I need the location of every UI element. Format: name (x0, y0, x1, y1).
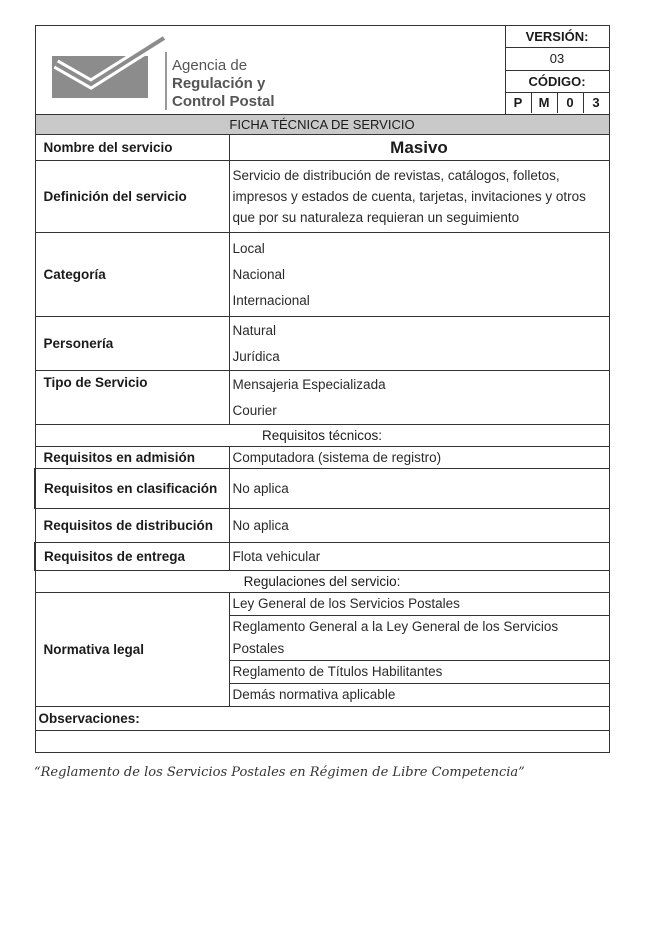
code-char: P (513, 95, 523, 111)
code-char: 0 (557, 93, 583, 113)
category-internacional: Internacional (232, 292, 310, 308)
distribution-label: Requisitos de distribución (35, 509, 229, 543)
normativa-label: Normativa legal (35, 593, 229, 707)
sheet-title: FICHA TÉCNICA DE SERVICIO (35, 115, 609, 135)
agency-logo-cell (35, 26, 505, 115)
personeria-label: Personería (35, 317, 229, 371)
normativa-item: Ley General de los Servicios Postales (232, 596, 460, 611)
normativa-item: Reglamento General a la Ley General de los Servicios Postales (230, 615, 609, 660)
distribution-value: No aplica (229, 509, 609, 543)
normativa-values (229, 593, 609, 707)
delivery-label: Requisitos de entrega (35, 543, 229, 571)
footer-quote: “Reglamento de los Servicios Postales en Régimen de Libre Competencia” (34, 765, 525, 780)
admission-label: Requisitos en admisión (35, 447, 229, 469)
code-label: CÓDIGO: (505, 70, 609, 92)
definition-value: Servicio de distribución de revistas, catálogos, folletos, impresos y estados de cuenta, tarjetas, invitaciones y otros que por su naturaleza requieran un seguimiento (229, 161, 609, 233)
admission-value: Computadora (sistema de registro) (229, 447, 609, 469)
definition-label: Definición del servicio (35, 161, 229, 233)
service-type-mensajeria: Mensajeria Especializada (232, 376, 386, 392)
personeria-juridica: Jurídica (232, 348, 280, 364)
category-local: Local (232, 240, 265, 256)
service-type-label: Tipo de Servicio (35, 371, 229, 425)
agency-name-line2: Regulación y (171, 75, 265, 92)
code-char: M (531, 93, 557, 113)
code-value (505, 92, 609, 114)
delivery-value: Flota vehicular (229, 543, 609, 571)
regulations-section-title: Regulaciones del servicio: (35, 571, 609, 593)
service-name-value: Masivo (229, 135, 609, 161)
service-type-courier: Courier (232, 402, 277, 418)
category-label: Categoría (35, 233, 229, 317)
service-type-values (229, 371, 609, 425)
normativa-item: Demás normativa aplicable (230, 683, 609, 706)
category-values (229, 233, 609, 317)
personeria-values (229, 317, 609, 371)
agency-name-line3: Control Postal (171, 93, 275, 110)
observations-label: Observaciones: (35, 707, 609, 731)
agency-logo (36, 26, 496, 112)
version-value: 03 (505, 48, 609, 70)
tech-section-title: Requisitos técnicos: (35, 425, 609, 447)
observations-value (35, 731, 609, 753)
agency-name-line1: Agencia de (171, 57, 247, 74)
version-label: VERSIÓN: (505, 26, 609, 48)
service-name-label: Nombre del servicio (35, 135, 229, 161)
code-char: 3 (583, 93, 609, 113)
category-nacional: Nacional (232, 266, 286, 282)
personeria-natural: Natural (232, 322, 277, 338)
classification-value: No aplica (229, 469, 609, 509)
checkmark-icon (52, 38, 164, 98)
normativa-item: Reglamento de Títulos Habilitantes (230, 660, 609, 683)
service-sheet (34, 25, 608, 753)
classification-label: Requisitos en clasificación (35, 469, 229, 509)
